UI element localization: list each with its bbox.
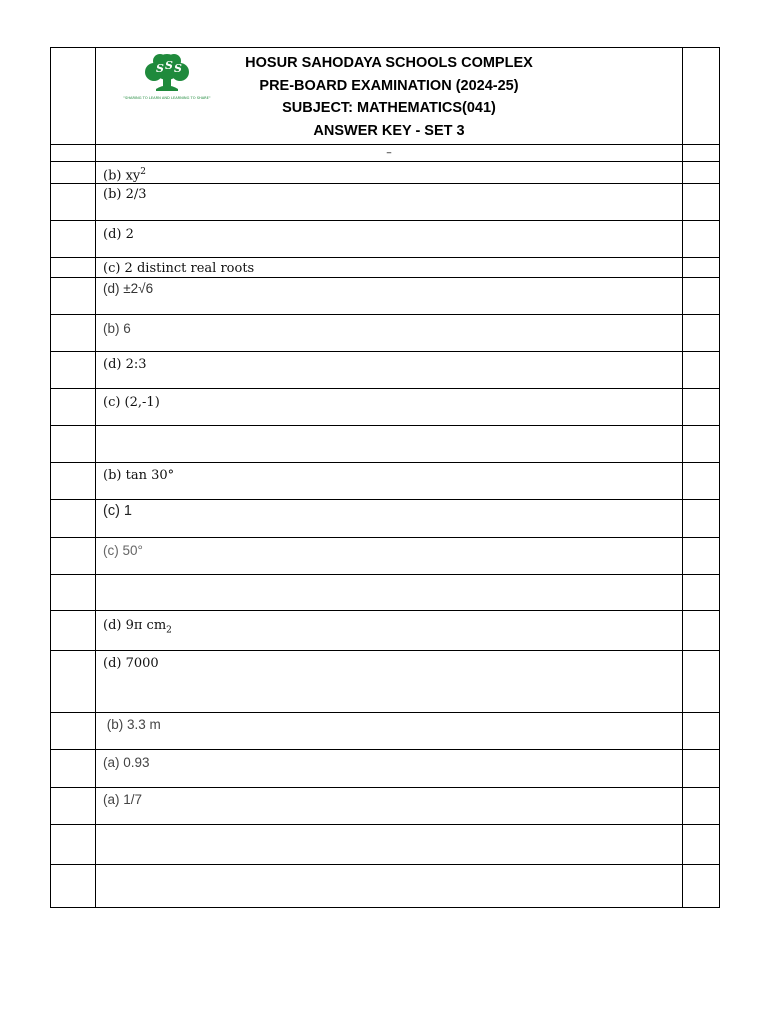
svg-text:S: S — [174, 62, 182, 75]
table-row — [51, 713, 720, 750]
school-name: HOSUR SAHODAYA SCHOOLS COMPLEX — [245, 55, 533, 71]
table-row — [51, 278, 720, 315]
svg-text:S: S — [156, 62, 164, 75]
answer-18: (a) 1/7 — [103, 792, 143, 808]
header-cell — [96, 48, 683, 145]
exam-title: PRE-BOARD EXAMINATION (2024-25) — [259, 77, 519, 94]
answer-5: (d) ±2√6 — [103, 281, 154, 297]
table-row — [51, 315, 720, 352]
header-row — [51, 48, 720, 145]
answer-9 — [96, 426, 682, 429]
table-row — [51, 651, 720, 713]
subject-title: SUBJECT: MATHEMATICS(041) — [282, 100, 496, 116]
answer-20 — [96, 865, 682, 868]
table-row — [51, 221, 720, 258]
table-row — [51, 352, 720, 389]
answer-12: (c) 50° — [103, 543, 143, 559]
table-row — [51, 184, 720, 221]
table-row — [51, 389, 720, 426]
header-right-cell — [683, 48, 720, 145]
answer-4: (c) 2 distinct real roots — [103, 261, 255, 277]
table-row — [51, 611, 720, 651]
answer-7: (d) 2:3 — [103, 357, 147, 373]
answer-13 — [96, 575, 682, 578]
answer-3: (d) 2 — [103, 227, 134, 243]
answer-8: (c) (2,-1) — [103, 395, 160, 411]
answer-11: (c) 1 — [103, 503, 132, 520]
table-row — [51, 575, 720, 611]
logo-tagline: "SHARING TO LEARN AND LEARNING TO SHARE" — [123, 96, 211, 100]
dash-mark: – — [386, 146, 392, 159]
table-row — [51, 865, 720, 908]
answer-key-title: ANSWER KEY - SET 3 — [313, 122, 465, 139]
answer-10: (b) tan 30° — [103, 468, 175, 484]
answer-14: (d) 9π $cm_2$ — [103, 618, 172, 636]
answer-6: (b) 6 — [103, 321, 131, 337]
table-row — [51, 538, 720, 575]
table-row — [51, 788, 720, 825]
table-row — [51, 825, 720, 865]
table-row — [51, 258, 720, 278]
table-row — [51, 162, 720, 184]
answer-key-table — [50, 47, 720, 908]
svg-text:S: S — [165, 59, 173, 72]
table-row — [51, 500, 720, 538]
answer-1: (b) $xy^2$ — [103, 167, 147, 184]
answer-19 — [96, 825, 682, 828]
answer-2: (b) 2/3 — [103, 187, 147, 203]
answer-16: (b) 3.3 m — [103, 717, 161, 733]
answer-17: (a) 0.93 — [103, 755, 150, 771]
table-row — [51, 426, 720, 463]
answer-15: (d) 7000 — [103, 656, 159, 672]
table-row — [51, 145, 720, 162]
table-row — [51, 750, 720, 788]
header-left-cell — [51, 48, 96, 145]
table-row — [51, 463, 720, 500]
